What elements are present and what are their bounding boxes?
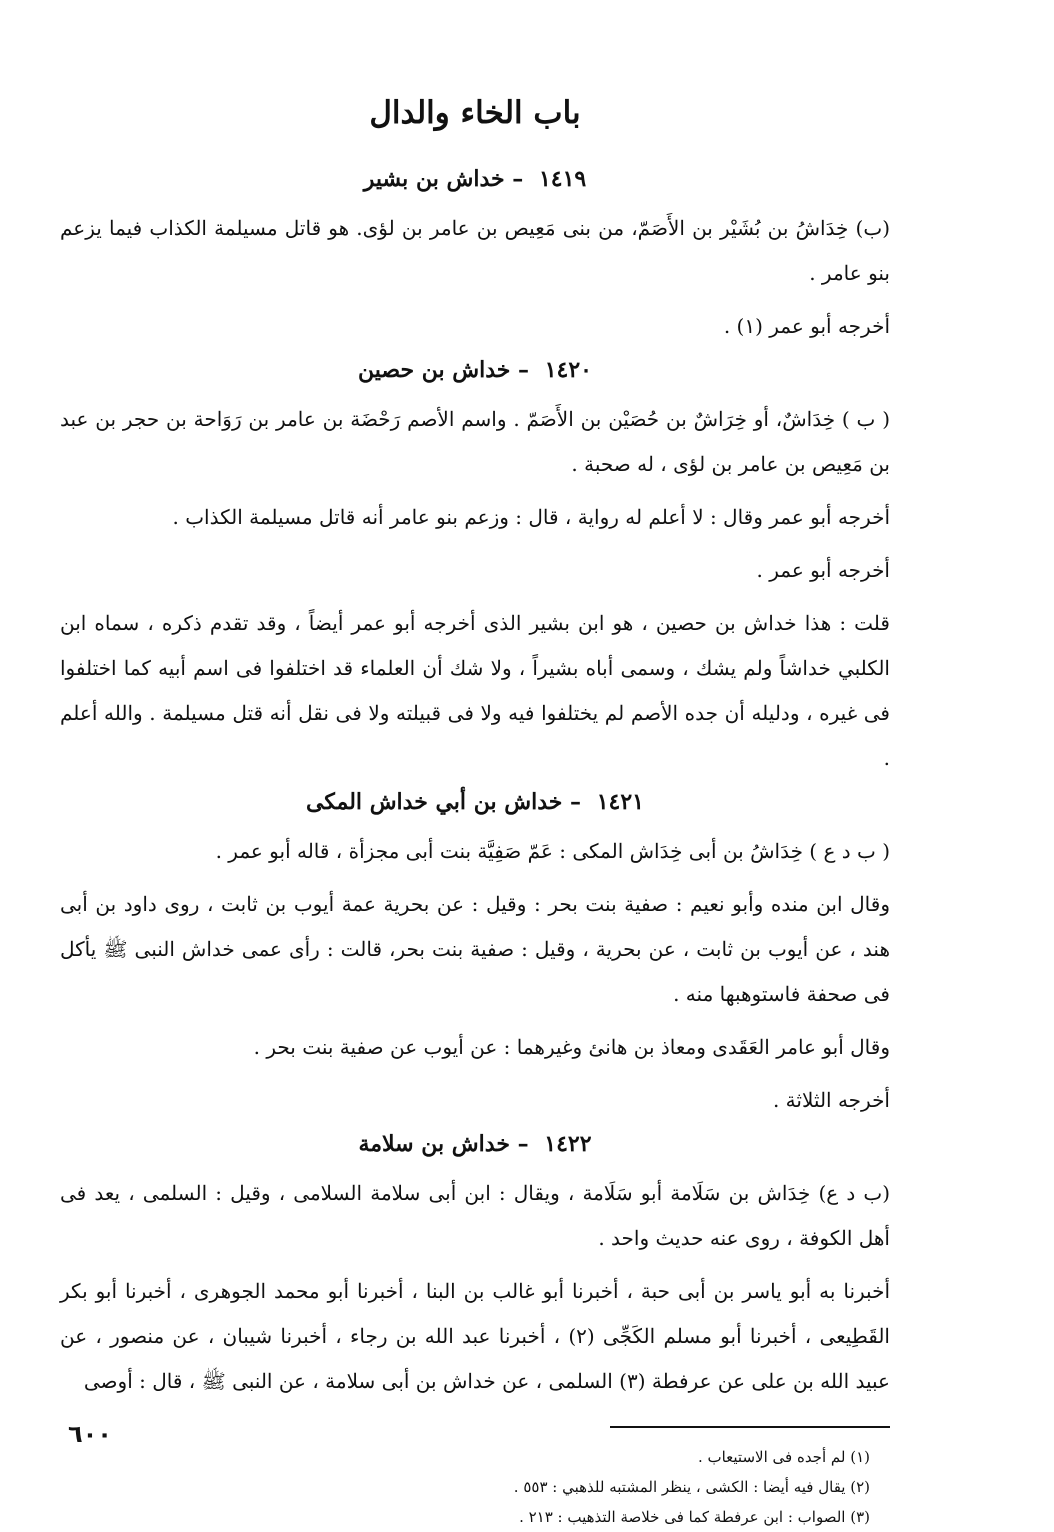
entry-paragraph: أخرجه أبو عمر .: [756, 558, 890, 582]
entry-dash: –: [570, 789, 582, 815]
entry-heading: [60, 357, 890, 383]
entry-paragraph: ( ب ) خِدَاشٌ، أو خِرَاشٌ بن حُصَيْن بن الأَصَمّ . واسم الأصم رَحْضَة بن عامر بن رَوَاحة بن حجر بن عبد بن مَعِيص بن عامر بن لؤى ، له صحبة .: [60, 407, 890, 476]
entry-paragraph: (ب) خِدَاشُ بن بُشَيْر بن الأَصَمّ، من بنى مَعِيص بن عامر بن لؤى. هو قاتل مسيلمة الكذاب فيما يزعم بنو عامر .: [60, 216, 890, 285]
entry-name: خداش بن أبي خداش المكى: [306, 789, 563, 815]
entry-number: ١٤١٩: [538, 166, 587, 192]
entry-paragraph: قلت : هذا خداش بن حصين ، هو ابن بشير الذى أخرجه أبو عمر أيضاً ، وقد تقدم ذكره ، سماه ابن الكلبي خداشاً ولم يشك ، وسمى أباه بشيراً ، ولا شك أن العلماء قد اختلفوا فى اسم أبيه كما اختلفوا فى غيره ، ودليله أن جده الأصم لم يختلفوا فيه ولا فى قبيلته ولا فى نقل أنه قتل مسيلمة . والله أعلم .: [60, 611, 890, 770]
entry-paragraph: ( ب د ع ) خِدَاشُ بن أبى خِدَاش المكى : عَمّ صَفِيَّة بنت أبى مجزأة ، قاله أبو عمر .: [215, 839, 890, 863]
chapter-title: باب الخاء والدال: [369, 95, 581, 131]
footnote: (١) لم أجده فى الاستيعاب .: [697, 1448, 870, 1466]
entry-heading: [60, 789, 890, 815]
entry-1419: [60, 166, 890, 349]
entry-paragraph: أخرجه أبو عمر (١) .: [723, 314, 890, 338]
entry-dash: –: [512, 166, 524, 192]
footnote: (٢) يقال فيه أيضا : الكشى ، ينظر المشتبه للذهبي : ٥٥٣ .: [513, 1478, 870, 1496]
entry-number: ١٤٢٠: [544, 357, 592, 383]
entry-number: ١٤٢١: [596, 789, 644, 815]
entry-1422: [60, 1131, 890, 1404]
entry-number: ١٤٢٢: [544, 1131, 592, 1157]
entry-name: خداش بن سلامة: [358, 1131, 510, 1157]
footnote: (٣) الصواب : ابن عرفطة كما فى خلاصة التذهيب : ٢١٣ .: [519, 1508, 870, 1526]
entry-paragraph: وقال ابن منده وأبو نعيم : صفية بنت بحر : وقيل : عن بحرية عمة أيوب بن ثابت ، روى داود بن أبى هند ، عن أيوب بن ثابت ، عن بحرية ، وقيل : صفية بنت بحر، قالت : رأى عمى خداش النبى ﷺ يأكل فى صحفة فاستوهبها منه .: [60, 892, 890, 1006]
entry-heading: [60, 166, 890, 192]
entry-1420: [60, 357, 890, 781]
footnotes: [60, 1442, 890, 1532]
entry-paragraph: (ب د ع) خِدَاش بن سَلَامة أبو سَلَامة ، ويقال : ابن أبى سلامة السلامى ، وقيل : السلمى ، يعد فى أهل الكوفة ، روى عنه حديث واحد .: [60, 1181, 890, 1250]
footnote-divider: [610, 1426, 890, 1428]
page-number: ٦٠٠: [68, 1420, 112, 1448]
entry-paragraph: أخرجه أبو عمر وقال : لا أعلم له رواية ، قال : وزعم بنو عامر أنه قاتل مسيلمة الكذاب .: [172, 505, 890, 529]
entry-1421: [60, 789, 890, 1123]
entry-paragraph: أخرجه الثلاثة .: [772, 1088, 890, 1112]
entry-name: خداش بن بشير: [363, 166, 505, 192]
entry-heading: [60, 1131, 890, 1157]
entry-name: خداش بن حصين: [358, 357, 511, 383]
entry-dash: –: [518, 357, 530, 383]
entry-dash: –: [517, 1131, 529, 1157]
entry-paragraph: وقال أبو عامر العَقَدى ومعاذ بن هانئ وغيرهما : عن أيوب عن صفية بنت بحر .: [253, 1035, 890, 1059]
entry-paragraph: أخبرنا به أبو ياسر بن أبى حبة ، أخبرنا أبو غالب بن البنا ، أخبرنا أبو محمد الجوهرى ، أخبرنا أبو بكر القَطِيعى ، أخبرنا أبو مسلم الكَجِّى (٢) ، أخبرنا عبد الله بن رجاء ، أخبرنا شيبان ، عن منصور ، عن عبيد الله بن على عن عرفطة (٣) السلمى ، عن خداش بن أبى سلامة ، عن النبى ﷺ ، قال : أوصى: [60, 1279, 890, 1393]
book-page: [60, 95, 890, 1532]
